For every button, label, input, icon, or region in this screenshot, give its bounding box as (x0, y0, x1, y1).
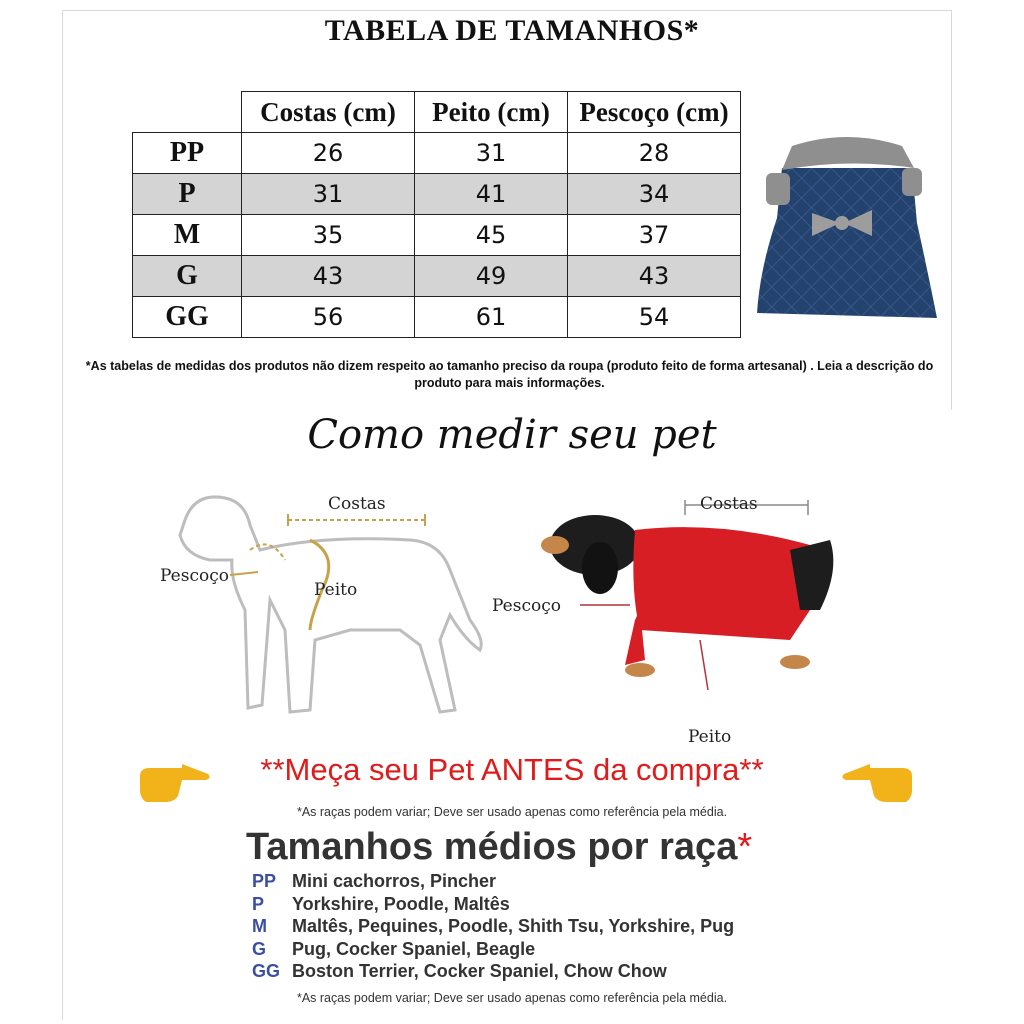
list-item (252, 871, 734, 894)
dog-photo (540, 490, 840, 690)
breed-variation-note-top: *As raças podem variar; Deve ser usado apenas como referência pela média. (296, 805, 728, 819)
pointing-hand-left-icon (836, 760, 916, 804)
size-label: GG (133, 297, 242, 338)
costas-value: 35 (242, 215, 415, 256)
peito-value: 41 (415, 174, 568, 215)
list-item (252, 916, 734, 939)
table-row (133, 215, 741, 256)
list-item (252, 961, 734, 984)
costas-value: 56 (242, 297, 415, 338)
breed-size-code: P (252, 893, 265, 914)
breed-size-code: G (252, 938, 267, 959)
top-border (62, 10, 952, 11)
breed-size-code: PP (252, 871, 277, 891)
breed-sizes-title-mark: * (737, 826, 753, 868)
size-label: M (133, 215, 242, 256)
table-footnote: *As tabelas de medidas dos produtos não dizem respeito ao tamanho preciso da roupa (produto feito de forma artesanal) . Leia a descrição do produto para mais informações. (85, 359, 934, 390)
breed-variation-note-bottom: *As raças podem variar; Deve ser usado apenas como referência pela média. (296, 991, 728, 1005)
breed-names: Mini cachorros, Pincher (292, 871, 497, 891)
measure-before-buying-banner: **Meça seu Pet ANTES da compra** (260, 752, 764, 787)
photo-costas-label: Costas (700, 494, 758, 514)
list-item (252, 939, 734, 962)
outline-pescoco-label: Pescoço (160, 566, 229, 586)
size-label: P (133, 174, 242, 215)
breed-names: Pug, Cocker Spaniel, Beagle (292, 938, 536, 959)
peito-value: 61 (415, 297, 568, 338)
dog-dress-image (752, 128, 942, 343)
photo-pescoco-label: Pescoço (492, 596, 561, 616)
breed-size-code: M (252, 916, 267, 936)
header-pescoco: Pescoço (cm) (568, 92, 741, 133)
header-peito: Peito (cm) (415, 92, 568, 133)
pescoco-value: 28 (568, 133, 741, 174)
header-costas: Costas (cm) (242, 92, 415, 133)
pescoco-value: 54 (568, 297, 741, 338)
table-header-row (133, 92, 741, 133)
costas-value: 43 (242, 256, 415, 297)
how-to-measure-title: Como medir seu pet (307, 412, 717, 458)
size-table-title: TABELA DE TAMANHOS* (324, 14, 700, 47)
right-border (951, 10, 952, 410)
costas-value: 31 (242, 174, 415, 215)
pescoco-value: 43 (568, 256, 741, 297)
costas-value: 26 (242, 133, 415, 174)
size-table (132, 91, 741, 338)
breed-size-code: GG (252, 961, 281, 981)
table-row (133, 133, 741, 174)
breed-names: Maltês, Pequines, Poodle, Shith Tsu, Yorkshire, Pug (292, 916, 735, 936)
size-label: G (133, 256, 242, 297)
size-label: PP (133, 133, 242, 174)
peito-value: 31 (415, 133, 568, 174)
dog-outline-diagram (150, 480, 500, 735)
outline-costas-label: Costas (328, 494, 386, 514)
breed-names: Boston Terrier, Cocker Spaniel, Chow Chow (292, 961, 667, 981)
outline-peito-label: Peito (314, 580, 358, 600)
table-row (133, 256, 741, 297)
table-row (133, 174, 741, 215)
peito-value: 49 (415, 256, 568, 297)
breed-sizes-title (246, 826, 752, 869)
pescoco-value: 34 (568, 174, 741, 215)
left-border (62, 10, 63, 1020)
pescoco-value: 37 (568, 215, 741, 256)
photo-peito-label: Peito (688, 727, 732, 747)
breed-sizes-title-text: Tamanhos médios por raça (246, 826, 738, 868)
peito-value: 45 (415, 215, 568, 256)
table-row (133, 297, 741, 338)
breed-list (252, 871, 734, 984)
breed-names: Yorkshire, Poodle, Maltês (292, 893, 510, 914)
header-blank (133, 92, 242, 133)
list-item (252, 894, 734, 917)
